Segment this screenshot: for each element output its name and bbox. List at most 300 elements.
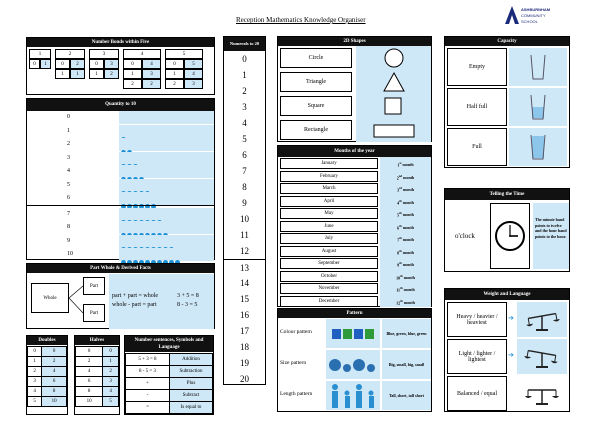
table-cell: 0	[103, 347, 119, 357]
ordinal-number: 11	[396, 287, 400, 293]
quantity-dots	[119, 208, 214, 221]
quantity-dots	[119, 138, 214, 151]
ordinal-word: month	[403, 274, 415, 280]
part-whole-panel	[26, 263, 215, 329]
month-row	[278, 157, 431, 170]
symbol-word: Subtract	[170, 390, 213, 402]
quantity-row	[27, 192, 214, 205]
glass-box	[509, 88, 567, 126]
quantity-dots	[119, 125, 214, 138]
table-row	[76, 397, 119, 407]
ordinal-suffix: th	[399, 198, 402, 203]
symbol-cell: 8 - 5 = 3	[126, 366, 170, 378]
pattern-description: Tall, short, tall short	[382, 381, 431, 410]
bond-part: 1	[165, 69, 184, 79]
part-whole-equations	[109, 274, 214, 329]
bond-part: 3	[104, 59, 119, 69]
bond-part: 1	[70, 69, 85, 79]
table-row	[28, 367, 67, 377]
bond-part: 0	[55, 59, 70, 69]
bond-group	[123, 49, 161, 89]
weight-body	[445, 300, 569, 412]
color-block-icon	[365, 329, 374, 339]
month-row	[278, 170, 431, 183]
month-ordinal	[380, 257, 431, 270]
ordinal-suffix: st	[399, 161, 402, 165]
table-cell: 1	[103, 357, 119, 367]
time-panel	[444, 188, 570, 272]
numeral-item: 16	[240, 310, 249, 320]
month-ordinal	[380, 207, 431, 220]
quantity-number: 1	[67, 127, 70, 134]
ordinal-number: 8	[397, 249, 400, 255]
school-logo	[505, 4, 565, 28]
month-name: February	[280, 171, 378, 182]
pattern-description: Blue, green, blue, green	[382, 319, 431, 348]
ordinal-suffix: rd	[398, 186, 402, 190]
bond-part: 2	[70, 59, 85, 69]
month-ordinal	[380, 195, 431, 208]
month-row	[278, 282, 431, 295]
table-cell: 4	[28, 387, 42, 397]
triangle-icon	[382, 72, 406, 92]
doubles-title: Doubles	[27, 336, 67, 345]
ordinal-word: month	[402, 224, 414, 230]
table-row	[76, 377, 119, 387]
bond-part: 1	[40, 59, 51, 69]
weight-label: Heavy / heavier / heaviest	[447, 302, 507, 337]
circle-shape	[356, 46, 431, 70]
doubles-panel	[26, 335, 68, 415]
square-icon	[382, 96, 406, 116]
month-row	[278, 245, 431, 258]
bond-total: 3	[89, 49, 119, 59]
symbol-row	[126, 366, 213, 378]
capacity-label: Half full	[447, 88, 507, 126]
pattern-description: Big, small, big, small	[382, 350, 431, 379]
glass-icon	[530, 134, 546, 160]
numeral-item: 9	[242, 198, 247, 208]
balance-scale-icon	[524, 308, 560, 332]
bond-part: 2	[123, 79, 142, 89]
month-name: September	[280, 258, 378, 269]
quantity-row	[27, 111, 214, 124]
ordinal-number: 10	[396, 274, 401, 280]
quantity-row	[27, 125, 214, 138]
quantity-number: 10	[67, 251, 73, 257]
numeral-item: 2	[242, 86, 247, 96]
circle-icon	[382, 48, 406, 68]
time-title: Telling the Time	[445, 189, 569, 200]
month-name: May	[280, 208, 378, 219]
page-title: Reception Mathematics Knowledge Organiser	[236, 16, 366, 24]
numerals-list	[224, 51, 265, 387]
bond-part: 0	[89, 59, 104, 69]
table-cell: 6	[76, 377, 103, 387]
symbol-row	[126, 354, 213, 366]
time-description: The minute hand points to twelve and the hour hand points to the hour.	[533, 203, 569, 269]
numeral-item: 6	[242, 150, 247, 160]
table-cell: 4	[76, 367, 103, 377]
numerals-panel	[223, 36, 266, 385]
symbol-row	[126, 390, 213, 402]
months-panel	[277, 145, 432, 307]
color-block-icon	[354, 329, 363, 339]
oclock-label: o'clock	[455, 232, 475, 240]
table-cell: 2	[42, 357, 67, 367]
ordinal-word: month	[402, 249, 414, 255]
numeral-item: 10	[240, 214, 249, 224]
month-row	[278, 232, 431, 245]
bond-total: 4	[123, 49, 161, 59]
table-row	[76, 357, 119, 367]
clock-box	[490, 203, 530, 269]
part-whole-title: Part Whole & Derived Facts	[27, 264, 214, 273]
ordinal-word: month	[402, 199, 414, 205]
number-bonds-panel	[26, 37, 215, 95]
table-cell: 8	[42, 387, 67, 397]
capacity-label: Full	[447, 128, 507, 166]
bond-part: 1	[89, 69, 104, 79]
quantity-row	[27, 138, 214, 151]
symbol-word: Subtraction	[170, 366, 213, 378]
bond-total: 1	[29, 49, 51, 59]
month-ordinal	[380, 245, 431, 258]
equation-1: part + part = whole	[112, 293, 159, 299]
pattern-title: Pattern	[278, 309, 431, 318]
part-box-2: Part	[83, 304, 105, 322]
table-cell: 5	[28, 397, 42, 407]
quantity-dots	[119, 165, 214, 178]
ordinal-number: 12	[396, 299, 401, 305]
shapes-title: 2D Shapes	[278, 37, 431, 46]
balance-scale-icon	[524, 382, 560, 406]
quantity-dots	[119, 235, 214, 248]
numeral-item: 0	[242, 54, 247, 64]
capacity-label: Empty	[447, 48, 507, 86]
doubles-table	[27, 346, 67, 407]
color-block-icon	[332, 329, 341, 339]
balance-box	[517, 376, 567, 411]
quantity-row	[27, 235, 214, 248]
number-bonds-body	[27, 47, 214, 95]
table-cell: 3	[28, 377, 42, 387]
table-row	[28, 377, 67, 387]
table-row	[76, 387, 119, 397]
quantity-number: 6	[67, 195, 70, 201]
ordinal-word: month	[403, 287, 415, 293]
quantity-number: 8	[67, 224, 70, 230]
shapes-body	[278, 46, 431, 142]
quantity-row	[27, 221, 214, 234]
balance-box	[517, 339, 567, 374]
quantity-dots	[119, 111, 214, 124]
month-row	[278, 257, 431, 270]
shapes-panel	[277, 36, 432, 142]
month-ordinal	[380, 182, 431, 195]
numeral-item: 5	[242, 134, 247, 144]
balance-box	[517, 302, 567, 337]
quantity-row	[27, 152, 214, 165]
numeral-item: 4	[242, 118, 247, 128]
bond-part: 4	[184, 69, 203, 79]
part-box-1: Part	[83, 277, 105, 295]
glass-icon	[530, 54, 546, 80]
quantity-row	[27, 179, 214, 192]
table-cell: 0	[76, 347, 103, 357]
table-cell: 8	[76, 387, 103, 397]
bond-part: 1	[55, 69, 70, 79]
clock-icon	[494, 220, 526, 252]
numeral-item: 11	[240, 230, 249, 240]
quantity-number: 0	[67, 114, 70, 120]
symbol-row	[126, 378, 213, 390]
pattern-label: Length pattern	[280, 391, 313, 397]
quantity-row	[27, 165, 214, 178]
pattern-visual	[326, 319, 380, 348]
month-name: March	[280, 183, 378, 194]
quantity-panel	[26, 98, 215, 260]
symbol-word: Is equal to	[170, 402, 213, 414]
month-ordinal	[380, 282, 431, 295]
halves-title: Halves	[75, 336, 119, 345]
arrow-icon: ➔	[508, 351, 514, 359]
glass-box	[509, 128, 567, 166]
symbol-cell: +	[126, 378, 170, 390]
logo-a-icon	[505, 6, 519, 24]
numeral-item: 14	[240, 278, 249, 288]
triangle-shape	[356, 70, 431, 94]
example-1: 3 + 5 = 8	[177, 293, 199, 299]
table-cell: 0	[28, 347, 42, 357]
month-row	[278, 195, 431, 208]
symbols-table	[125, 353, 213, 414]
symbol-cell: =	[126, 402, 170, 414]
ordinal-word: month	[402, 212, 414, 218]
ordinal-suffix: th	[400, 273, 403, 278]
numeral-item: 13	[224, 259, 265, 275]
rectangle-shape	[356, 118, 431, 142]
ordinal-number: 9	[397, 262, 400, 268]
logo-text-1: ASHBURNHAM	[521, 7, 551, 12]
month-row	[278, 295, 431, 308]
capacity-body	[445, 46, 569, 168]
table-cell: 5	[103, 397, 119, 407]
table-cell: 10	[76, 397, 103, 407]
bond-part: 4	[142, 59, 161, 69]
month-ordinal	[380, 170, 431, 183]
month-name: July	[280, 233, 378, 244]
symbol-cell: 5 + 3 = 8	[126, 354, 170, 366]
ordinal-suffix: th	[399, 223, 402, 228]
month-ordinal	[380, 232, 431, 245]
bond-total: 5	[165, 49, 203, 59]
quantity-row	[27, 208, 214, 221]
table-row	[28, 387, 67, 397]
symbol-cell: -	[126, 390, 170, 402]
whole-box: Whole	[31, 283, 69, 313]
ordinal-number: 6	[397, 224, 400, 230]
ordinal-number: 5	[397, 212, 400, 218]
numeral-item: 1	[242, 70, 247, 80]
quantity-divider	[27, 205, 214, 206]
ordinal-suffix: th	[399, 236, 402, 240]
rectangle-icon	[382, 120, 406, 140]
month-ordinal	[380, 270, 431, 283]
month-row	[278, 270, 431, 283]
symbols-panel	[124, 335, 214, 415]
number-bonds-title: Number Bonds within Five	[27, 38, 214, 47]
numeral-item: 18	[240, 342, 249, 352]
pattern-visual	[326, 381, 380, 410]
halves-table	[75, 346, 119, 407]
shape-label: Triangle	[280, 72, 352, 92]
ordinal-suffix: th	[399, 286, 403, 290]
quantity-number: 3	[67, 154, 70, 161]
logo-text-2: COMMUNITY	[521, 13, 546, 18]
quantity-number: 7	[67, 210, 70, 217]
numeral-item: 19	[240, 358, 249, 368]
teddy-bears-icon	[328, 355, 378, 375]
bond-part: 5	[184, 59, 203, 69]
ordinal-word: month	[402, 237, 414, 243]
weight-panel	[444, 288, 570, 412]
numerals-title: Numerals to 20	[224, 37, 265, 51]
table-row	[76, 367, 119, 377]
quantity-title: Quantity to 10	[27, 99, 214, 111]
quantity-dots	[119, 179, 214, 192]
ordinal-word: month	[402, 187, 415, 193]
glass-icon	[530, 94, 546, 120]
table-cell: 2	[28, 367, 42, 377]
quantity-number: 2	[67, 141, 70, 147]
table-row	[28, 347, 67, 357]
ordinal-number: 2	[396, 174, 399, 180]
quantity-number: 9	[67, 237, 70, 244]
quantity-number: 5	[67, 181, 70, 188]
month-name: January	[280, 158, 378, 169]
month-row	[278, 220, 431, 233]
bond-part: 0	[29, 59, 40, 69]
table-cell: 2	[103, 367, 119, 377]
month-name: August	[280, 246, 378, 257]
square-shape	[356, 94, 431, 118]
table-row	[28, 357, 67, 367]
halves-panel	[74, 335, 120, 415]
bond-total: 2	[55, 49, 85, 59]
months-title: Months of the year	[278, 146, 431, 157]
symbol-word: Plus	[170, 378, 213, 390]
bond-part: 0	[123, 59, 142, 69]
balance-scale-icon	[524, 345, 560, 369]
quantity-dots	[119, 248, 214, 261]
numeral-item: 3	[242, 102, 247, 112]
bond-part: 0	[165, 59, 184, 69]
shape-label: Square	[280, 96, 352, 116]
numeral-item: 17	[240, 326, 249, 336]
ordinal-number: 4	[397, 199, 400, 205]
weight-title: Weight and Language	[445, 289, 569, 300]
color-block-icon	[343, 329, 352, 339]
numeral-item: 15	[240, 294, 249, 304]
ordinal-suffix: th	[400, 298, 403, 303]
month-name: October	[280, 271, 378, 282]
bond-group	[165, 49, 203, 89]
capacity-title: Capacity	[445, 37, 569, 46]
ordinal-word: month	[402, 262, 414, 268]
shape-label: Rectangle	[280, 120, 352, 140]
equation-2: whole - part = part	[112, 302, 157, 308]
quantity-number: 4	[67, 168, 70, 174]
pattern-body	[278, 318, 431, 412]
bond-part: 2	[104, 69, 119, 79]
table-cell: 0	[42, 347, 67, 357]
quantity-dots	[119, 221, 214, 234]
pattern-panel	[277, 308, 432, 412]
ordinal-suffix: th	[399, 211, 402, 215]
table-cell: 3	[103, 377, 119, 387]
capacity-panel	[444, 36, 570, 168]
people-icon	[328, 383, 378, 409]
ordinal-word: month	[403, 174, 415, 180]
quantity-dots	[119, 192, 214, 205]
table-row	[76, 347, 119, 357]
month-name: December	[280, 296, 378, 307]
example-2: 8 - 3 = 5	[177, 302, 198, 308]
table-cell: 4	[42, 367, 67, 377]
ordinal-suffix: th	[399, 261, 402, 265]
table-cell: 2	[76, 357, 103, 367]
month-name: November	[280, 283, 378, 294]
numeral-item: 12	[240, 246, 249, 256]
weight-label: Light / lighter / lightest	[447, 339, 507, 374]
months-list	[278, 157, 431, 307]
table-row	[28, 397, 67, 407]
ordinal-word: month	[403, 299, 415, 305]
month-name: April	[280, 196, 378, 207]
bond-part: 3	[142, 69, 161, 79]
bond-part: 1	[123, 69, 142, 79]
weight-label: Balanced / equal	[447, 376, 507, 411]
glass-box	[509, 48, 567, 86]
pattern-label: Colour pattern	[280, 329, 312, 335]
bond-group	[89, 49, 119, 79]
pattern-visual	[326, 350, 380, 379]
month-name: June	[280, 221, 378, 232]
table-cell: 10	[42, 397, 67, 407]
bond-part: 2	[165, 79, 184, 89]
quantity-row	[27, 248, 214, 261]
quantity-dots	[119, 152, 214, 165]
ordinal-number: 3	[396, 187, 399, 193]
table-cell: 1	[28, 357, 42, 367]
shape-label: Circle	[280, 48, 352, 68]
month-ordinal	[380, 157, 431, 170]
numeral-item: 7	[242, 166, 247, 176]
ordinal-word: month	[402, 162, 414, 168]
month-row	[278, 207, 431, 220]
symbol-row	[126, 402, 213, 414]
ordinal-suffix: nd	[398, 173, 403, 178]
symbol-word: Addition	[170, 354, 213, 366]
month-ordinal	[380, 220, 431, 233]
bond-part: 3	[184, 79, 203, 89]
bond-part: 2	[142, 79, 161, 89]
ordinal-suffix: th	[399, 248, 402, 253]
bond-group	[55, 49, 85, 79]
month-row	[278, 182, 431, 195]
arrow-icon: ➔	[508, 314, 514, 322]
